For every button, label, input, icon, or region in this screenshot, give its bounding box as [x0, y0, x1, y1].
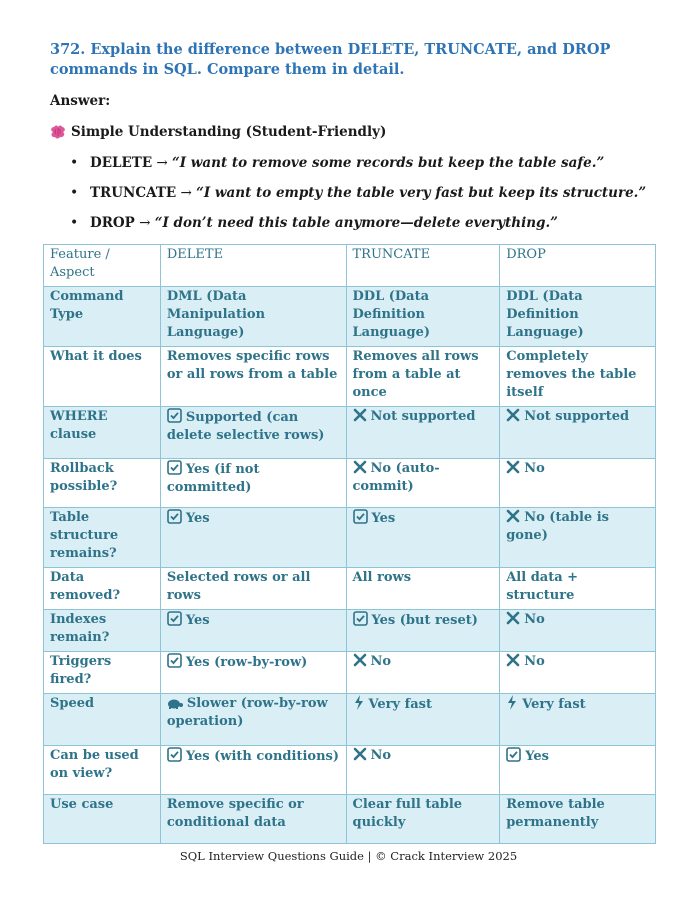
- feature-cell: [44, 347, 161, 407]
- value-cell: [500, 652, 656, 694]
- cell-text: No: [370, 654, 392, 669]
- cell-text: No: [524, 612, 545, 627]
- cell-text: Selected rows or all rows: [166, 570, 311, 603]
- cell-text: No: [524, 654, 545, 669]
- value-cell: [500, 347, 656, 407]
- list-item: • DROP → “I don’t need this table anymore—delete everything.”: [70, 215, 558, 231]
- value-cell: [346, 347, 500, 407]
- table-row: [44, 459, 656, 508]
- page-footer: SQL Interview Questions Guide | © Crack Interview 2025: [179, 849, 518, 863]
- check-box-icon: [506, 747, 521, 762]
- bullet-quote: “I want to remove some records but keep the table safe.”: [172, 155, 605, 171]
- bullet-command: DROP: [90, 215, 135, 231]
- table-row: [44, 508, 656, 568]
- cell-text: Yes: [371, 511, 396, 526]
- cell-text: Yes (row-by-row): [185, 655, 308, 670]
- value-cell: [500, 568, 656, 610]
- cross-icon: [506, 653, 520, 667]
- value-cell: [500, 694, 656, 746]
- value-cell: [160, 694, 346, 746]
- feature-cell: [44, 694, 161, 746]
- feature-cell: [44, 407, 161, 459]
- cell-text: Yes (if not committed): [166, 462, 260, 495]
- check-box-icon: [353, 509, 368, 524]
- column-header: DELETE: [160, 245, 346, 287]
- cell-text: DDL (Data Definition Language): [352, 289, 431, 340]
- cell-text: Triggers fired?: [50, 654, 112, 687]
- cell-text: Clear full table quickly: [352, 797, 463, 830]
- cell-text: Yes: [525, 749, 549, 764]
- cell-text: Not supported: [370, 409, 476, 424]
- cell-text: Not supported: [524, 409, 630, 424]
- table-row: [44, 610, 656, 652]
- cell-text: Yes: [185, 613, 210, 628]
- table-row: [44, 652, 656, 694]
- cell-text: Table structure remains?: [50, 510, 119, 561]
- check-box-icon: [167, 653, 182, 668]
- answer-label: Answer:: [50, 93, 111, 109]
- cell-text: Yes (but reset): [371, 613, 478, 628]
- feature-cell: [44, 795, 161, 844]
- column-header: DROP: [500, 245, 656, 287]
- cell-text: Data removed?: [50, 570, 121, 603]
- column-header: TRUNCATE: [346, 245, 500, 287]
- feature-cell: [44, 746, 161, 795]
- cell-text: Command Type: [50, 289, 124, 322]
- value-cell: [160, 568, 346, 610]
- column-header: Feature / Aspect: [44, 245, 161, 287]
- cell-text: No: [370, 748, 392, 763]
- feature-cell: [44, 508, 161, 568]
- bullet-arrow: →: [134, 215, 155, 231]
- list-item: • TRUNCATE → “I want to empty the table very fast but keep its structure.”: [70, 185, 647, 201]
- table-row: [44, 568, 656, 610]
- cross-icon: [353, 653, 367, 667]
- value-cell: [346, 795, 500, 844]
- value-cell: [346, 508, 500, 568]
- value-cell: [500, 407, 656, 459]
- cell-text: Very fast: [522, 697, 586, 712]
- cell-text: Completely removes the table itself: [506, 349, 637, 400]
- cross-icon: [353, 747, 367, 761]
- summary-bullets: [70, 152, 646, 242]
- cell-text: Indexes remain?: [50, 612, 110, 645]
- table-row: [44, 407, 656, 459]
- question-heading: 372. Explain the difference between DELETE, TRUNCATE, and DROP commands in SQL. Compare them in detail.: [50, 41, 611, 78]
- cell-text: Rollback possible?: [50, 461, 118, 494]
- cell-text: Speed: [50, 696, 95, 711]
- value-cell: [346, 652, 500, 694]
- table-header-row: [44, 245, 656, 287]
- value-cell: [346, 746, 500, 795]
- table-row: [44, 746, 656, 795]
- check-box-icon: [167, 509, 182, 524]
- value-cell: [160, 610, 346, 652]
- value-cell: [500, 287, 656, 347]
- cross-icon: [353, 408, 367, 422]
- table-row: [44, 347, 656, 407]
- cell-text: No (table is gone): [506, 510, 609, 543]
- feature-cell: [44, 610, 161, 652]
- feature-cell: [44, 568, 161, 610]
- bullet-command: DELETE: [90, 155, 153, 171]
- section-title: [50, 124, 386, 140]
- cell-text: No (auto-commit): [352, 461, 440, 494]
- cross-icon: [353, 460, 367, 474]
- cell-text: All rows: [352, 570, 412, 585]
- cell-text: WHERE clause: [50, 409, 108, 442]
- table-row: [44, 287, 656, 347]
- table-row: [44, 795, 656, 844]
- list-item: • DELETE → “I want to remove some records but keep the table safe.”: [70, 155, 605, 171]
- value-cell: [160, 508, 346, 568]
- cell-text: No: [524, 461, 545, 476]
- cell-text: DDL (Data Definition Language): [506, 289, 584, 340]
- cross-icon: [506, 460, 520, 474]
- cell-text: Supported (can delete selective rows): [166, 410, 325, 443]
- bullet-quote: “I want to empty the table very fast but keep its structure.”: [196, 185, 647, 201]
- value-cell: [160, 459, 346, 508]
- cross-icon: [506, 509, 520, 523]
- check-box-icon: [167, 408, 182, 423]
- value-cell: [160, 795, 346, 844]
- value-cell: [500, 795, 656, 844]
- cell-text: Can be used on view?: [50, 748, 139, 781]
- value-cell: [160, 347, 346, 407]
- lightning-icon: [353, 695, 365, 710]
- bullet-arrow: →: [152, 155, 173, 171]
- value-cell: [500, 508, 656, 568]
- feature-cell: [44, 652, 161, 694]
- value-cell: [500, 610, 656, 652]
- table-row: [44, 694, 656, 746]
- comparison-table: [43, 244, 656, 844]
- check-box-icon: [167, 747, 182, 762]
- value-cell: [160, 746, 346, 795]
- cell-text: Removes all rows from a table at once: [352, 349, 479, 400]
- cell-text: Use case: [50, 797, 114, 812]
- brain-icon: [50, 125, 66, 139]
- cell-text: All data + structure: [506, 570, 579, 603]
- cell-text: Removes specific rows or all rows from a table: [166, 349, 338, 382]
- turtle-icon: [167, 697, 183, 709]
- cross-icon: [506, 408, 520, 422]
- cross-icon: [506, 611, 520, 625]
- cell-text: Yes (with conditions): [185, 749, 339, 764]
- bullet-quote: “I don’t need this table anymore—delete everything.”: [154, 215, 558, 231]
- check-box-icon: [167, 611, 182, 626]
- value-cell: [500, 746, 656, 795]
- cell-text: Slower (row-by-row operation): [166, 696, 328, 729]
- value-cell: [346, 568, 500, 610]
- check-box-icon: [353, 611, 368, 626]
- bullet-command: TRUNCATE: [90, 185, 177, 201]
- value-cell: [346, 407, 500, 459]
- cell-text: Remove table permanently: [506, 797, 605, 830]
- cell-text: DML (Data Manipulation Language): [166, 289, 266, 340]
- value-cell: [346, 287, 500, 347]
- value-cell: [346, 459, 500, 508]
- cell-text: Remove specific or conditional data: [166, 797, 304, 830]
- check-box-icon: [167, 460, 182, 475]
- value-cell: [160, 407, 346, 459]
- value-cell: [500, 459, 656, 508]
- section-title-text: Simple Understanding (Student-Friendly): [71, 124, 387, 140]
- feature-cell: [44, 459, 161, 508]
- bullet-arrow: →: [176, 185, 197, 201]
- value-cell: [346, 610, 500, 652]
- lightning-icon: [506, 695, 518, 710]
- cell-text: Very fast: [368, 697, 432, 712]
- feature-cell: [44, 287, 161, 347]
- cell-text: Yes: [185, 511, 210, 526]
- table-body: [44, 287, 656, 844]
- value-cell: [160, 652, 346, 694]
- cell-text: What it does: [50, 349, 142, 364]
- value-cell: [160, 287, 346, 347]
- value-cell: [346, 694, 500, 746]
